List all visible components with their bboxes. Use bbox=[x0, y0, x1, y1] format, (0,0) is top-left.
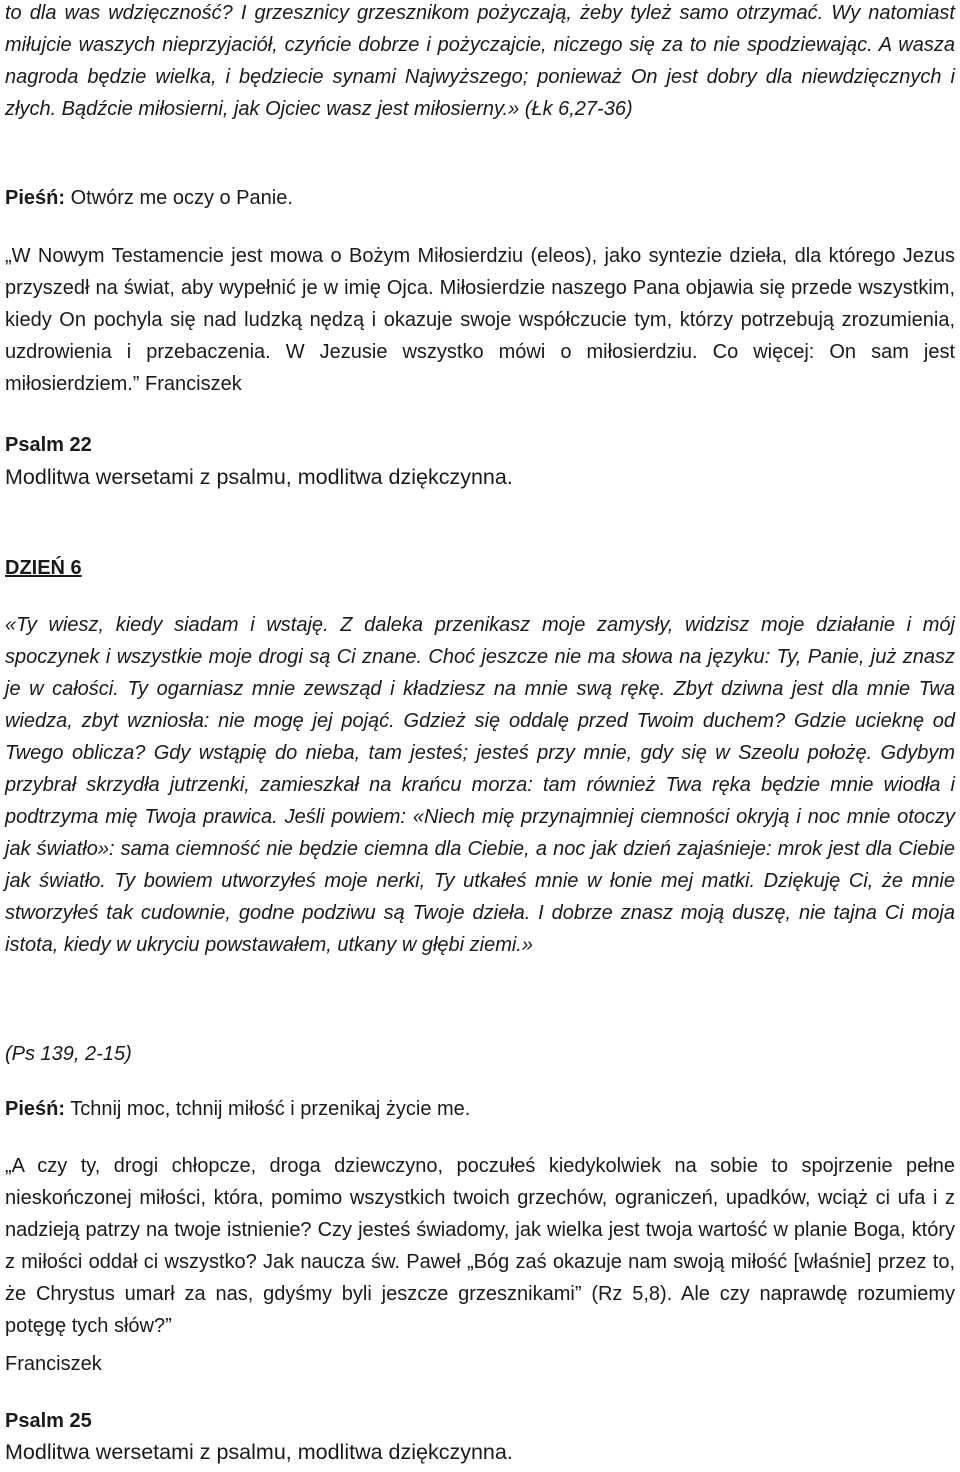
psalm-title-2: Psalm 25 bbox=[5, 1410, 92, 1432]
psalm-title-1: Psalm 22 bbox=[5, 434, 92, 456]
song-title: Otwórz me oczy o Panie. bbox=[65, 187, 293, 209]
quote-paragraph-1: „W Nowym Testamencie jest mowa o Bożym Miłosierdziu (eleos), jako syntezie dzieła, dla którego Jezus przyszedł na świat, aby wypełnić je w imię Ojca. Miłosierdzie naszego Pana objawia się przede wszystkim, kiedy On pochyla się nad ludzką nędzą i okazuje swoje współczucie tym, którzy potrzebują zrozumienia, uzdrowienia i przebaczenia. W Jezusie wszystko mówi o miłosierdziu. Co więcej: On sam jest miłosierdziem.” Franciszek bbox=[5, 245, 955, 395]
day-heading: DZIEŃ 6 bbox=[5, 557, 82, 579]
scripture-reference: (Ps 139, 2-15) bbox=[5, 1043, 132, 1065]
scripture-passage: «Ty wiesz, kiedy siadam i wstaję. Z daleka przenikasz moje zamysły, widzisz moje działanie i mój spoczynek i wszystkie moje drogi są Ci znane. Choć jeszcze nie ma słowa na języku: Ty, Panie, już znasz je w całości. Ty ogarniasz mnie zewsząd i kładziesz na mnie swą rękę. Zbyt dziwna jest dla mnie Twa wiedza, zbyt wzniosła: nie mogę jej pojąć. Gdzież się oddalę przed Twoim duchem? Gdzie ucieknę od Twego oblicza? Gdy wstąpię do nieba, tam jesteś; jesteś przy mnie, gdy się w Szeolu położę. Gdybym przybrał skrzydła jutrzenki, zamieszkał na krańcu morza: tam również Twa ręka będzie mnie wiodła i podtrzyma mię Twoja prawica. Jeśli powiem: «Niech mię przynajmniej ciemności okryją i noc mnie otoczy jak światło»: sama ciemność nie będzie ciemna dla Ciebie, a noc jak dzień zajaśnieje: mrok jest dla Ciebie jak światło. Ty bowiem utworzyłeś moje nerki, Ty utkałeś mnie w łonie mej matki. Dziękuję Ci, że mnie stworzyłeś tak cudownie, godne podziwu są Twoje dzieła. I dobrze znasz moją duszę, nie tajna Ci moja istota, kiedy w ukryciu powstawałem, utkany w głębi ziemi.» bbox=[5, 614, 955, 956]
psalm-subtitle-1: Modlitwa wersetami z psalmu, modlitwa dziękczynna. bbox=[5, 465, 513, 489]
song-line-2 bbox=[5, 1098, 955, 1121]
psalm-subtitle-2: Modlitwa wersetami z psalmu, modlitwa dziękczynna. bbox=[5, 1440, 513, 1464]
quote-paragraph-2: „A czy ty, drogi chłopcze, droga dziewczyno, poczułeś kiedykolwiek na sobie to spojrzenie pełne nieskończonej miłości, która, pomimo wszystkich twoich grzechów, ograniczeń, upadków, wciąż ci ufa i z nadzieją patrzy na twoje istnienie? Czy jesteś świadomy, jak wielka jest twoja wartość w planie Boga, który z miłości oddał ci wszystko? Jak naucza św. Paweł „Bóg zaś okazuje nam swoją miłość [właśnie] przez to, że Chrystus umarł za nas, gdyśmy byli jeszcze grzesznikami” (Rz 5,8). Ale czy naprawdę rozumiemy potęgę tych słów?” bbox=[5, 1155, 955, 1337]
song-label: Pieśń: bbox=[5, 187, 66, 209]
quote-author: Franciszek bbox=[5, 1353, 102, 1375]
intro-passage: to dla was wdzięczność? I grzesznicy grzesznikom pożyczają, żeby tyleż samo otrzymać. Wy natomiast miłujcie waszych nieprzyjaciół, czyńcie dobrze i pożyczajcie, niczego się za to nie spodziewając. A wasza nagroda będzie wielka, i będziecie synami Najwyższego; ponieważ On jest dobry dla niewdzięcznych i złych. Bądźcie miłosierni, jak Ojciec wasz jest miłosierny.» (Łk 6,27-36) bbox=[5, 2, 955, 120]
song-line-1 bbox=[5, 187, 955, 210]
song-label: Pieśń: bbox=[5, 1098, 66, 1120]
song-title: Tchnij moc, tchnij miłość i przenikaj życie me. bbox=[65, 1098, 471, 1120]
